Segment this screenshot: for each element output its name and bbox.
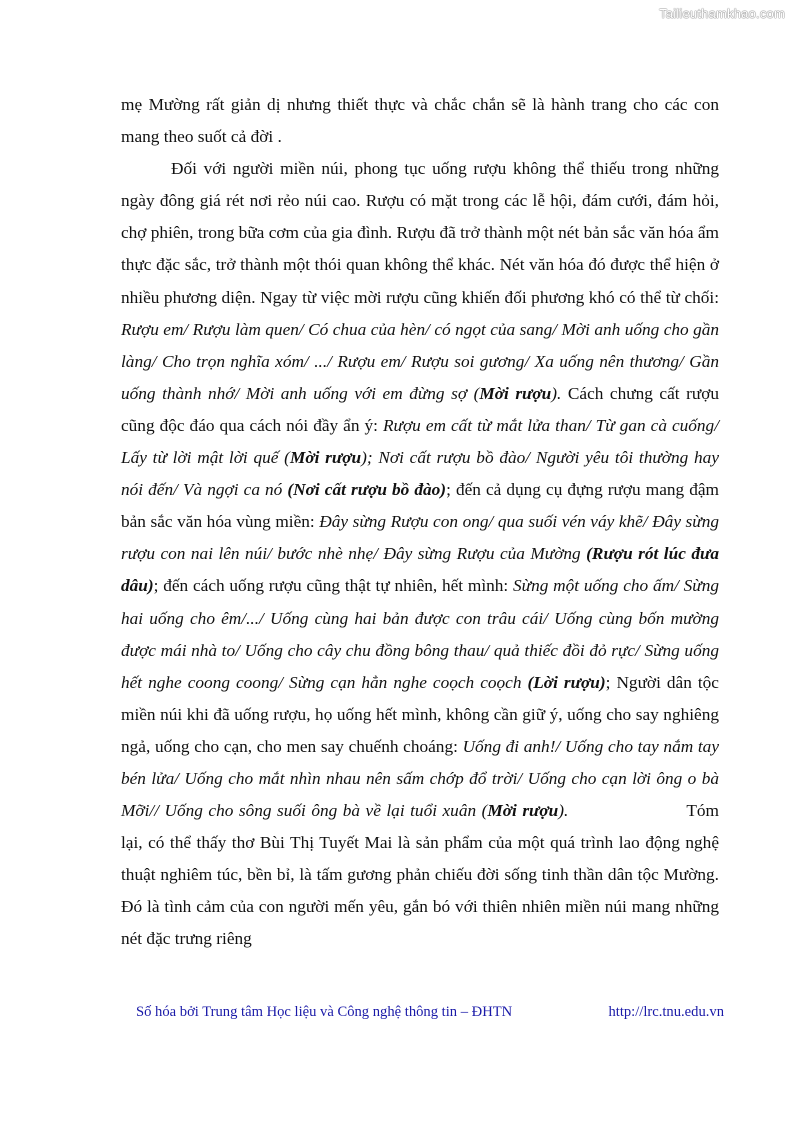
p2-source-6: Mời rượu <box>487 801 559 821</box>
p2-source-2: Mời rượu <box>289 448 362 468</box>
p2-poem-6-close: ). <box>558 801 569 821</box>
p2-poem-1-close: ). <box>551 383 562 403</box>
page-footer <box>136 1004 724 1021</box>
p2-source-3: (Nơi cất rượu bồ đào) <box>287 480 447 500</box>
p2-text-6: Tóm lại, có thể thấy thơ Bùi Thị Tuyết Mai là sản phẩm của một quá trình lao động nghệ thuật nghiêm túc, bền bỉ, là tấm gương phản chiếu đời sống tinh thần dân tộc Mường. Đó là tình cảm của con người mến yêu, gắn bó với thiên nhiên miền núi mang những nét đặc trưng riêng <box>121 801 719 949</box>
paragraph-1-text: mẹ Mường rất giản dị nhưng thiết thực và chắc chắn sẽ là hành trang cho các con mang theo suốt cả đời . <box>121 95 719 147</box>
p2-poem-3: ); Nơi cất rượu bồ đào/ Người yêu tôi thường hay nói đến/ Và ngợi ca nó <box>121 448 719 500</box>
watermark-text: Tailieuthamkhao.com <box>659 6 785 21</box>
p2-text-5: ; Người dân tộc miền núi khi đã uống rượu, họ uống hết mình, không cần giữ ý, uống cho say nghiêng ngả, uống cho cạn, cho men say chuếnh choáng: <box>121 672 719 756</box>
p2-poem-4: Đây sừng Rượu con ong/ qua suối vén váy khẽ/ Đây sừng rượu con nai lên núi/ bước nhè nhẹ/ Đây sừng Rượu của Mường <box>121 512 719 564</box>
p2-text-2: Cách chưng cất rượu cũng độc đáo qua cách nói đầy ẩn ý: <box>121 383 719 435</box>
paragraph-2 <box>121 153 719 955</box>
p2-poem-5: Sừng một uống cho ấm/ Sừng hai uống cho êm/.../ Uống cùng hai bản được con trâu cái/ Uống cùng bốn mường được mái nhà to/ Uống cho cây chu đồng bông thau/ quả thiếc đồi đỏ rực/ Sừng uống hết nghe coong coong/ Sừng cạn hẳn nghe coọch coọch <box>121 576 720 692</box>
p2-poem-2: Rượu em cất từ mắt lửa than/ Từ gan cà cuống/ Lấy từ lời mật lời quế ( <box>121 415 719 468</box>
p2-poem-1: Rượu em/ Rượu làm quen/ Có chua của hèn/ có ngọt của sang/ Mời anh uống cho gần làng/ Cho trọn nghĩa xóm/ .../ Rượu em/ Rượu soi gương/ Xa uống nên thương/ Gần uống thành nhớ/ Mời anh uống với em đừng sợ ( <box>121 319 719 403</box>
document-body <box>121 89 719 956</box>
paragraph-1 <box>121 89 719 153</box>
p2-poem-6: Uống đi anh!/ Uống cho tay nắm tay bén lửa/ Uống cho mắt nhìn nhau nên sấm chớp đổ trời/ Uống cho cạn lời ông o bà Mỡi// Uống cho sông suối ông bà về lại tuổi xuân ( <box>121 736 719 821</box>
footer-credit: Số hóa bởi Trung tâm Học liệu và Công nghệ thông tin – ĐHTN <box>136 1004 513 1020</box>
p2-source-5: (Lời rượu) <box>527 672 606 692</box>
footer-url: http://lrc.tnu.edu.vn <box>608 1004 724 1020</box>
p2-text-4: ; đến cách uống rượu cũng thật tự nhiên, hết mình: <box>153 576 514 596</box>
p2-text-1: Đối với người miền núi, phong tục uống rượu không thể thiếu trong những ngày đông giá rét nơi rẻo núi cao. Rượu có mặt trong các lễ hội, đám cưới, đám hỏi, chợ phiên, trong bữa cơm của gia đình. Rượu đã trở thành một nét bản sắc văn hóa ẩm thực đặc sắc, trở thành một thói quan không thể khác. Nét văn hóa đó được thể hiện ở nhiều phương diện. Ngay từ việc mời rượu cũng khiến đối phương khó có thể từ chối: <box>121 159 719 307</box>
p2-text-3: ; đến cả dụng cụ đựng rượu mang đậm bản sắc văn hóa vùng miền: <box>121 480 719 532</box>
p2-source-1: Mời rượu <box>479 383 552 403</box>
p2-source-4: (Rượu rót lúc đưa dâu) <box>121 544 719 596</box>
